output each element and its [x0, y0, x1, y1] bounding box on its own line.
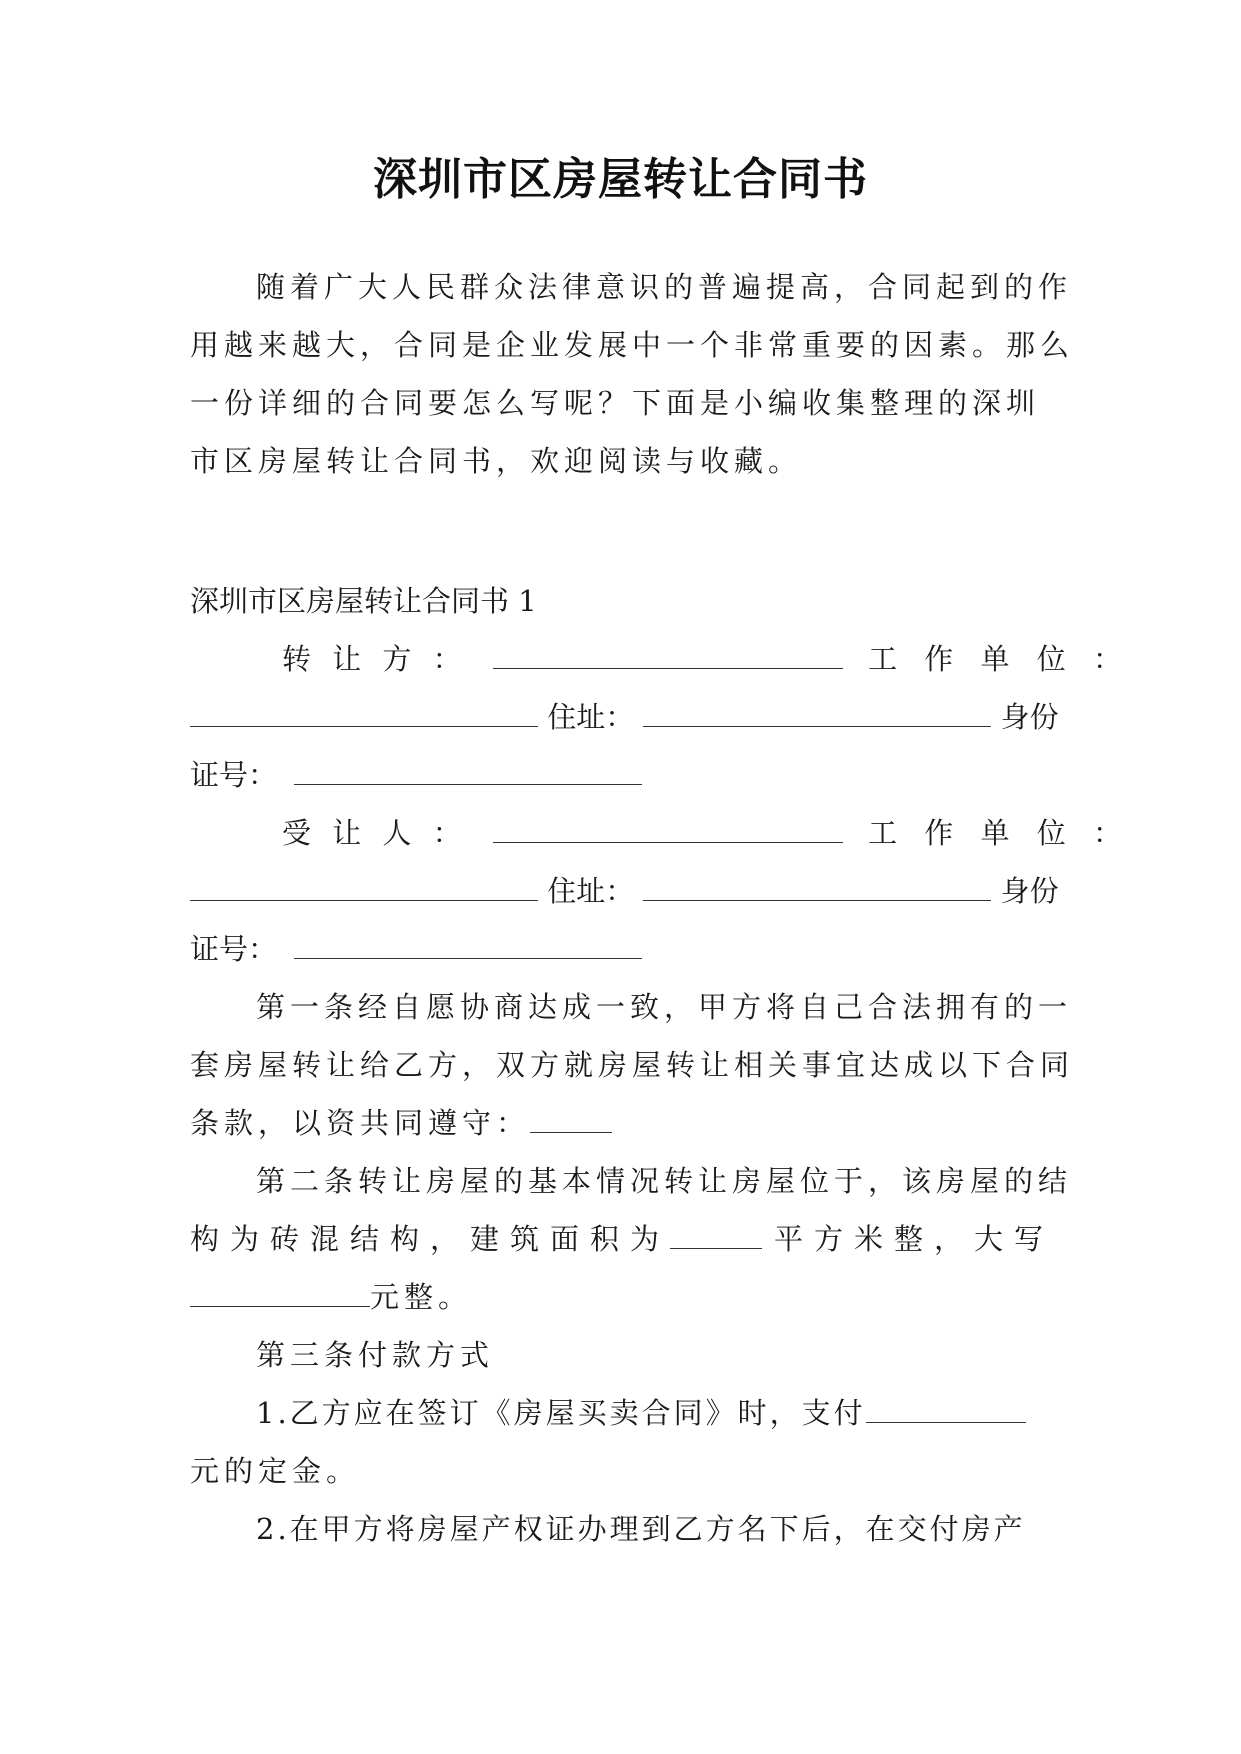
- article-2-line-3: [190, 1268, 1050, 1326]
- transferee-work-unit-field[interactable]: [190, 862, 538, 901]
- area-field[interactable]: [670, 1210, 762, 1249]
- transferor-id-label: 证号：: [190, 758, 278, 792]
- section-heading: 深圳市区房屋转让合同书 1: [190, 584, 537, 618]
- transferee-address-label: 住址：: [547, 874, 635, 908]
- transferor-id-prefix: 身份: [1000, 700, 1059, 734]
- deposit-amount-field[interactable]: [866, 1384, 1026, 1423]
- article-1-line-3-text: 条款，以资共同遵守：: [190, 1106, 531, 1140]
- article-1-line-1: 第一条经自愿协商达成一致，甲方将自己合法拥有的一: [256, 990, 1073, 1024]
- transferor-id-field[interactable]: [294, 746, 642, 785]
- article-1-line-2: 套房屋转让给乙方，双方就房屋转让相关事宜达成以下合同: [190, 1048, 1075, 1082]
- intro-line-4: 市区房屋转让合同书，欢迎阅读与收藏。: [190, 444, 803, 478]
- transferee-id-label: 证号：: [190, 932, 278, 966]
- transferee-address-field[interactable]: [643, 862, 991, 901]
- transferee-id-prefix: 身份: [1000, 874, 1059, 908]
- amount-uppercase-field[interactable]: [190, 1268, 370, 1307]
- transferor-address-field[interactable]: [643, 688, 991, 727]
- transferee-label: 受 让 人 ：: [282, 816, 468, 850]
- article-3-item-1-cont: 元的定金。: [190, 1454, 361, 1488]
- article-3-item-1-text: 1.乙方应在签订《房屋买卖合同》时，支付: [256, 1396, 866, 1430]
- transferee-name-field[interactable]: [493, 804, 843, 843]
- page-title: 深圳市区房屋转让合同书: [373, 154, 868, 205]
- article-2-area-unit: 平方米整，大写: [774, 1222, 1055, 1256]
- intro-line-2: 用越来越大，合同是企业发展中一个非常重要的因素。那么: [190, 328, 1075, 362]
- transferor-address-row: [190, 688, 1059, 746]
- transferee-row: [282, 804, 1131, 862]
- transferee-id-row: [190, 920, 1050, 978]
- article-2-area-text: 构为砖混结构，建筑面积为: [190, 1222, 671, 1256]
- transferor-row: [282, 630, 1131, 688]
- intro-line-3: 一份详细的合同要怎么写呢？下面是小编收集整理的深圳: [190, 386, 1041, 420]
- article-1-line-3: [190, 1094, 1050, 1152]
- transferor-label: 转 让 方 ：: [282, 642, 468, 676]
- article-2-line-2: [190, 1210, 1055, 1268]
- article-2-line-1: 第二条转让房屋的基本情况转让房屋位于，该房屋的结: [256, 1164, 1073, 1198]
- article-2-yuan: 元整。: [370, 1280, 473, 1314]
- transferor-id-row: [190, 746, 1050, 804]
- transferor-work-unit-label: 工 作 单 位 ：: [868, 642, 1131, 676]
- transferee-work-unit-label: 工 作 单 位 ：: [868, 816, 1131, 850]
- transferor-work-unit-field[interactable]: [190, 688, 538, 727]
- article-3-heading: 第三条付款方式: [256, 1338, 495, 1372]
- transferor-address-label: 住址：: [547, 700, 635, 734]
- transferor-name-field[interactable]: [493, 630, 843, 669]
- article-3-item-1: [256, 1384, 1050, 1442]
- article-3-item-2: 2.在甲方将房屋产权证办理到乙方名下后，在交付房产: [256, 1512, 1026, 1546]
- article-1-blank[interactable]: [530, 1094, 612, 1133]
- transferee-address-row: [190, 862, 1059, 920]
- transferee-id-field[interactable]: [294, 920, 642, 959]
- intro-line-1: 随着广大人民群众法律意识的普遍提高，合同起到的作: [256, 270, 1073, 304]
